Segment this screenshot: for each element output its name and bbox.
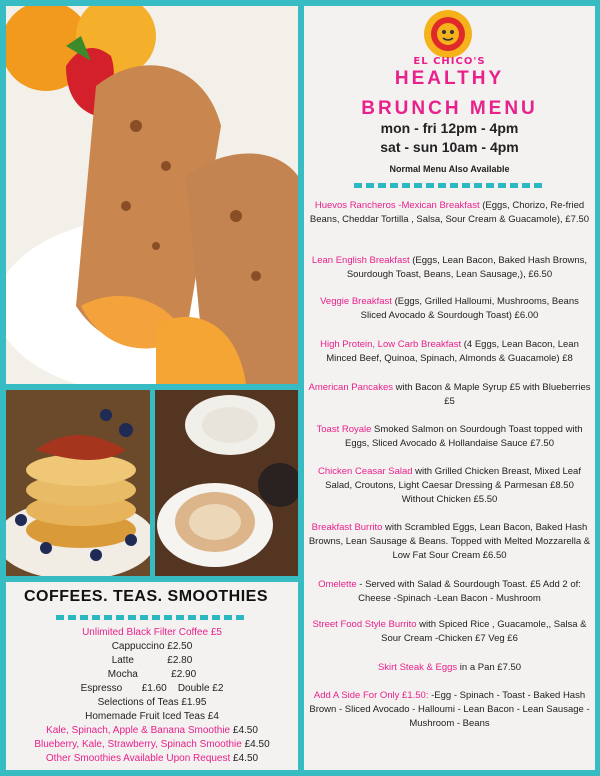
drink-line: Homemade Fruit Iced Teas £4 [85, 711, 219, 722]
item-desc: with Spiced Rice , Guacamole,, Salsa & Sour Cream -Chicken £7 Veg £6 [381, 619, 587, 644]
item-name: Chicken Ceasar Salad [318, 466, 413, 477]
menu-item [308, 521, 591, 563]
item-desc: with Grilled Chicken Breast, Mixed Leaf Salad, Croutons, Light Caesar Dressing & Parmesan £8.50 Without Chicken £5.50 [325, 466, 581, 505]
item-desc: with Scrambled Eggs, Lean Bacon, Baked Hash Browns, Lean Sausage & Beans. Topped with Melted Mozzarella & Low Fat Sour Cream £6.50 [308, 522, 591, 561]
drink-price: £4.50 [230, 725, 258, 736]
item-desc: -Egg - Spinach - Toast - Baked Hash Brown - Sliced Avocado - Halloumi - Lean Bacon - Lean Sausage - Mushroom - Beans [309, 690, 590, 729]
sun-logo-icon [416, 10, 480, 62]
item-desc: Smoked Salmon on Sourdough Toast topped with Eggs, Sliced Avocado & Hollandaise Sauce £7.50 [345, 424, 583, 449]
weekday-hours: mon - fri 12pm - 4pm [380, 120, 519, 136]
menu-item [308, 465, 591, 507]
menu-item [308, 661, 591, 675]
drink-line: Latte £2.80 [111, 655, 193, 666]
item-desc: (Eggs, Grilled Halloumi, Mushrooms, Beans Sliced Avocado & Sourdough Toast) £6.00 [360, 296, 579, 321]
normal-menu-note: Normal Menu Also Available [389, 164, 510, 174]
item-name: Breakfast Burrito [311, 522, 383, 533]
item-desc: - Served with Salad & Sourdough Toast. £5 Add 2 of: Cheese -Spinach -Lean Bacon - Mushroom [356, 579, 581, 604]
brunch-menu-panel [304, 6, 595, 770]
drink-name: Kale, Spinach, Apple & Banana Smoothie [46, 725, 231, 736]
drink-line: Selections of Teas £1.95 [97, 697, 207, 708]
divider [56, 615, 246, 620]
coffee-photo [155, 390, 298, 576]
item-desc: in a Pan £7.50 [457, 662, 522, 673]
weekend-hours: sat - sun 10am - 4pm [380, 139, 519, 155]
drink-line: Mocha £2.90 [107, 669, 197, 680]
item-name: High Protein, Low Carb Breakfast [320, 339, 462, 350]
item-name: Veggie Breakfast [320, 296, 392, 307]
drink-price: £4.50 [230, 753, 259, 764]
item-desc: (4 Eggs, Lean Bacon, Lean Minced Beef, Quinoa, Spinach, Almonds & Guacamole) £8 [326, 339, 579, 364]
burrito-photo [6, 6, 298, 384]
divider [354, 183, 544, 188]
menu-item [308, 338, 591, 366]
menu-item [308, 254, 591, 282]
item-desc: (Eggs, Lean Bacon, Baked Hash Browns, Sourdough Toast, Beans, Lean Sausage,), £6.50 [346, 255, 588, 280]
item-name: Street Food Style Burrito [312, 619, 417, 630]
drink-price: £4.50 [241, 739, 270, 750]
drink-line: Unlimited Black Filter Coffee £5 [82, 627, 222, 638]
pancakes-photo [6, 390, 150, 576]
menu-title-line1: HEALTHY [394, 68, 505, 89]
item-name: Lean English Breakfast [311, 255, 410, 266]
drinks-title: COFFEES. TEAS. SMOOTHIES [24, 588, 269, 605]
menu-item [308, 295, 591, 323]
drink-line [6, 724, 298, 737]
item-name: Omelette [318, 579, 357, 590]
item-name: Huevos Rancheros -Mexican Breakfast [314, 200, 480, 211]
drink-name: Other Smoothies Available Upon Request [45, 753, 231, 764]
menu-item [308, 423, 591, 451]
menu-item [308, 381, 591, 409]
item-name: Add A Side For Only £1.50: [313, 690, 429, 701]
item-name: Skirt Steak & Eggs [377, 662, 458, 673]
drink-line: Cappuccino £2.50 [111, 641, 193, 652]
item-desc: with Bacon & Maple Syrup £5 with Blueberries £5 [392, 382, 591, 407]
drinks-panel [6, 582, 298, 770]
menu-title-line2: BRUNCH MENU [361, 98, 538, 119]
logo-text: EL CHICO'S [413, 56, 486, 67]
drink-name: Blueberry, Kale, Strawberry, Spinach Smoothie [34, 739, 242, 750]
drink-line [6, 752, 298, 765]
item-desc: (Eggs, Chorizo, Re-fried Beans, Cheddar Tortilla , Salsa, Sour Cream & Guacamole), £7.50 [309, 200, 590, 225]
drink-line: Espresso £1.60 Double £2 [80, 683, 224, 694]
item-name: Toast Royale [316, 424, 372, 435]
menu-item [308, 618, 591, 646]
menu-item [308, 199, 591, 227]
item-name: American Pancakes [308, 382, 393, 393]
menu-item [308, 578, 591, 606]
drink-line [6, 738, 298, 751]
menu-item [308, 689, 591, 731]
